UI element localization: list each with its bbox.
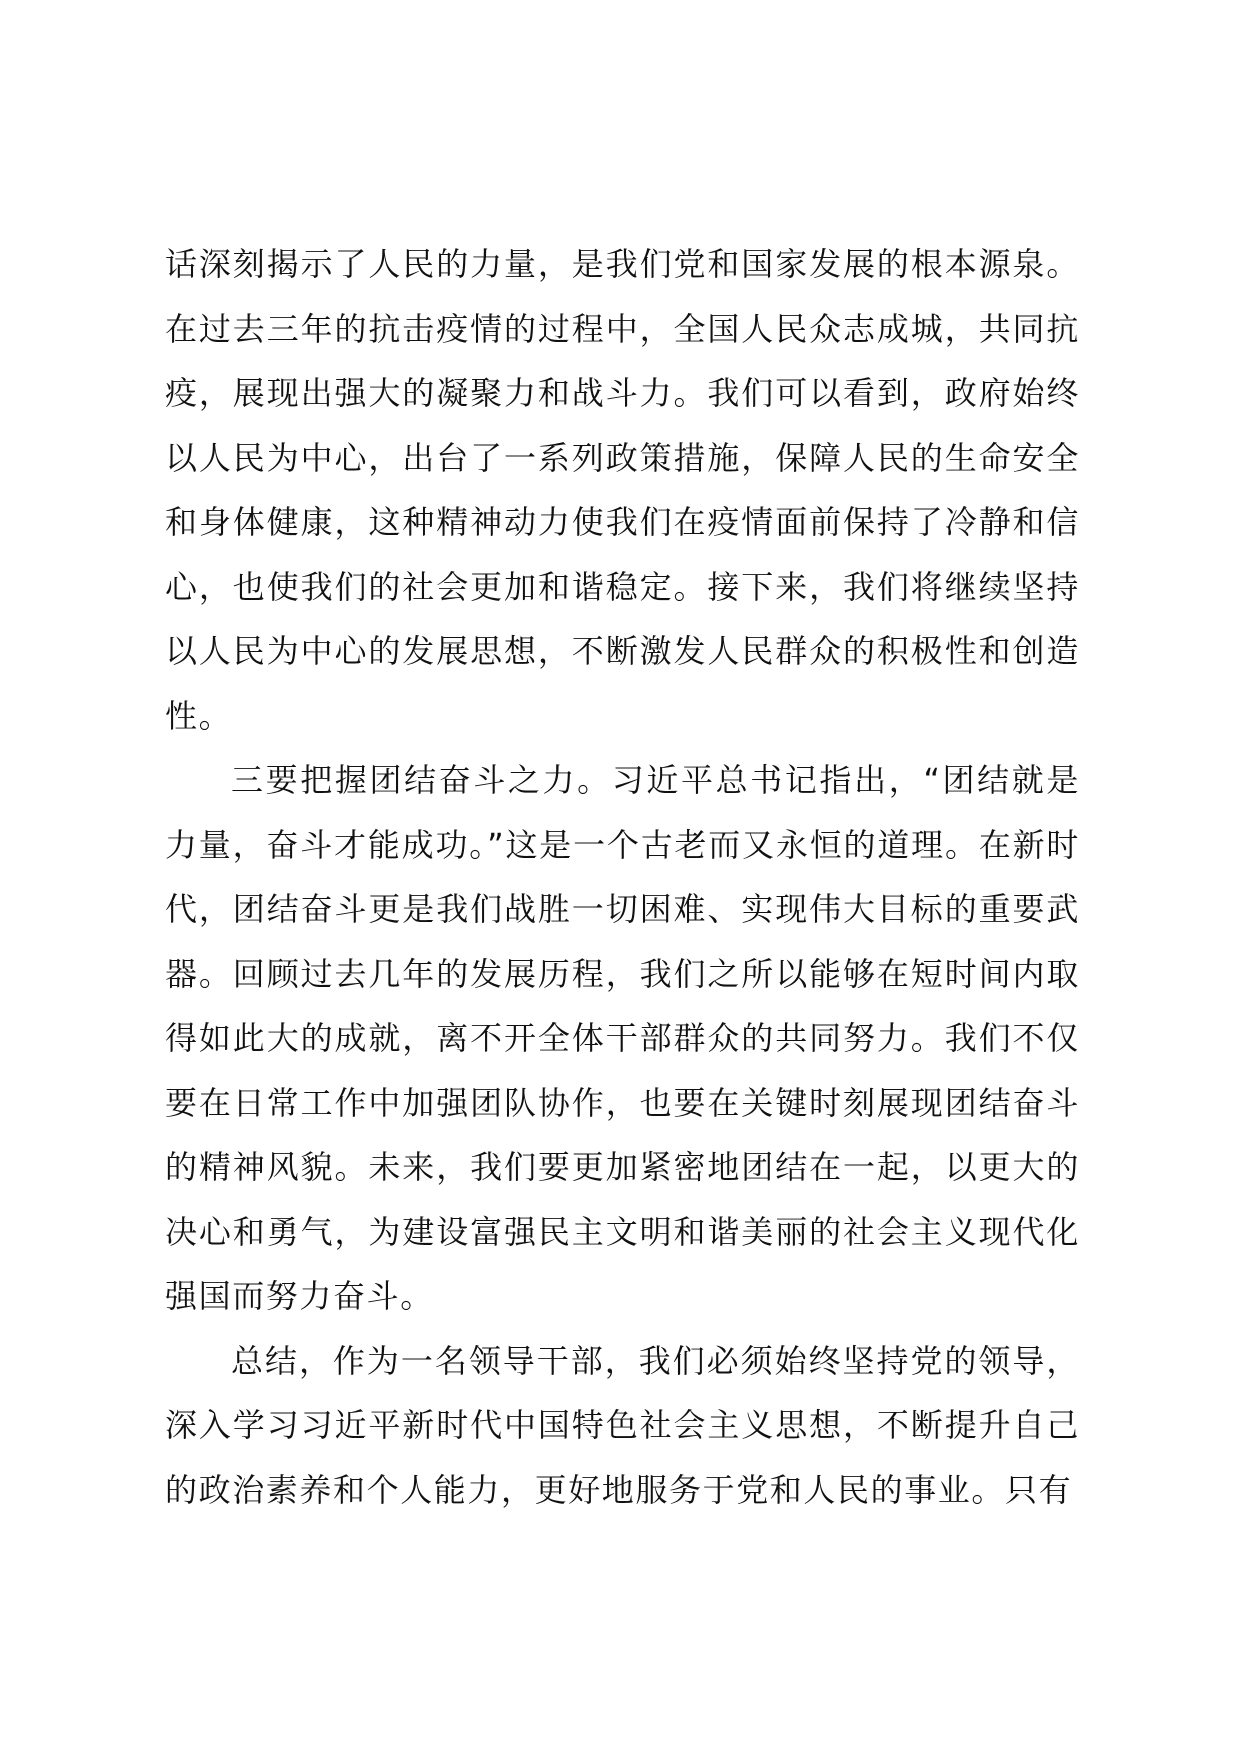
- paragraph-unity-struggle: 三要把握团结奋斗之力。习近平总书记指出，“团结就是力量，奋斗才能成功。”这是一个古老而又永恒的道理。在新时代，团结奋斗更是我们战胜一切困难、实现伟大目标的重要武器。回顾过去几年的发展历程，我们之所以能够在短时间内取得如此大的成就，离不开全体干部群众的共同努力。我们不仅要在日常工作中加强团队协作，也要在关键时刻展现团结奋斗的精神风貌。未来，我们要更加紧密地团结在一起，以更大的决心和勇气，为建设富强民主文明和谐美丽的社会主义现代化强国而努力奋斗。: [165, 761, 1080, 1315]
- paragraph-continuation: 话深刻揭示了人民的力量，是我们党和国家发展的根本源泉。在过去三年的抗击疫情的过程中，全国人民众志成城，共同抗疫，展现出强大的凝聚力和战斗力。我们可以看到，政府始终以人民为中心，出台了一系列政策措施，保障人民的生命安全和身体健康，这种精神动力使我们在疫情面前保持了冷静和信心，也使我们的社会更加和谐稳定。接下来，我们将继续坚持以人民为中心的发展思想，不断激发人民群众的积极性和创造性。: [165, 245, 1080, 735]
- document-body: [165, 232, 1080, 1522]
- paragraph-summary: 总结，作为一名领导干部，我们必须始终坚持党的领导，深入学习习近平新时代中国特色社会主义思想，不断提升自己的政治素养和个人能力，更好地服务于党和人民的事业。只有: [165, 1341, 1080, 1509]
